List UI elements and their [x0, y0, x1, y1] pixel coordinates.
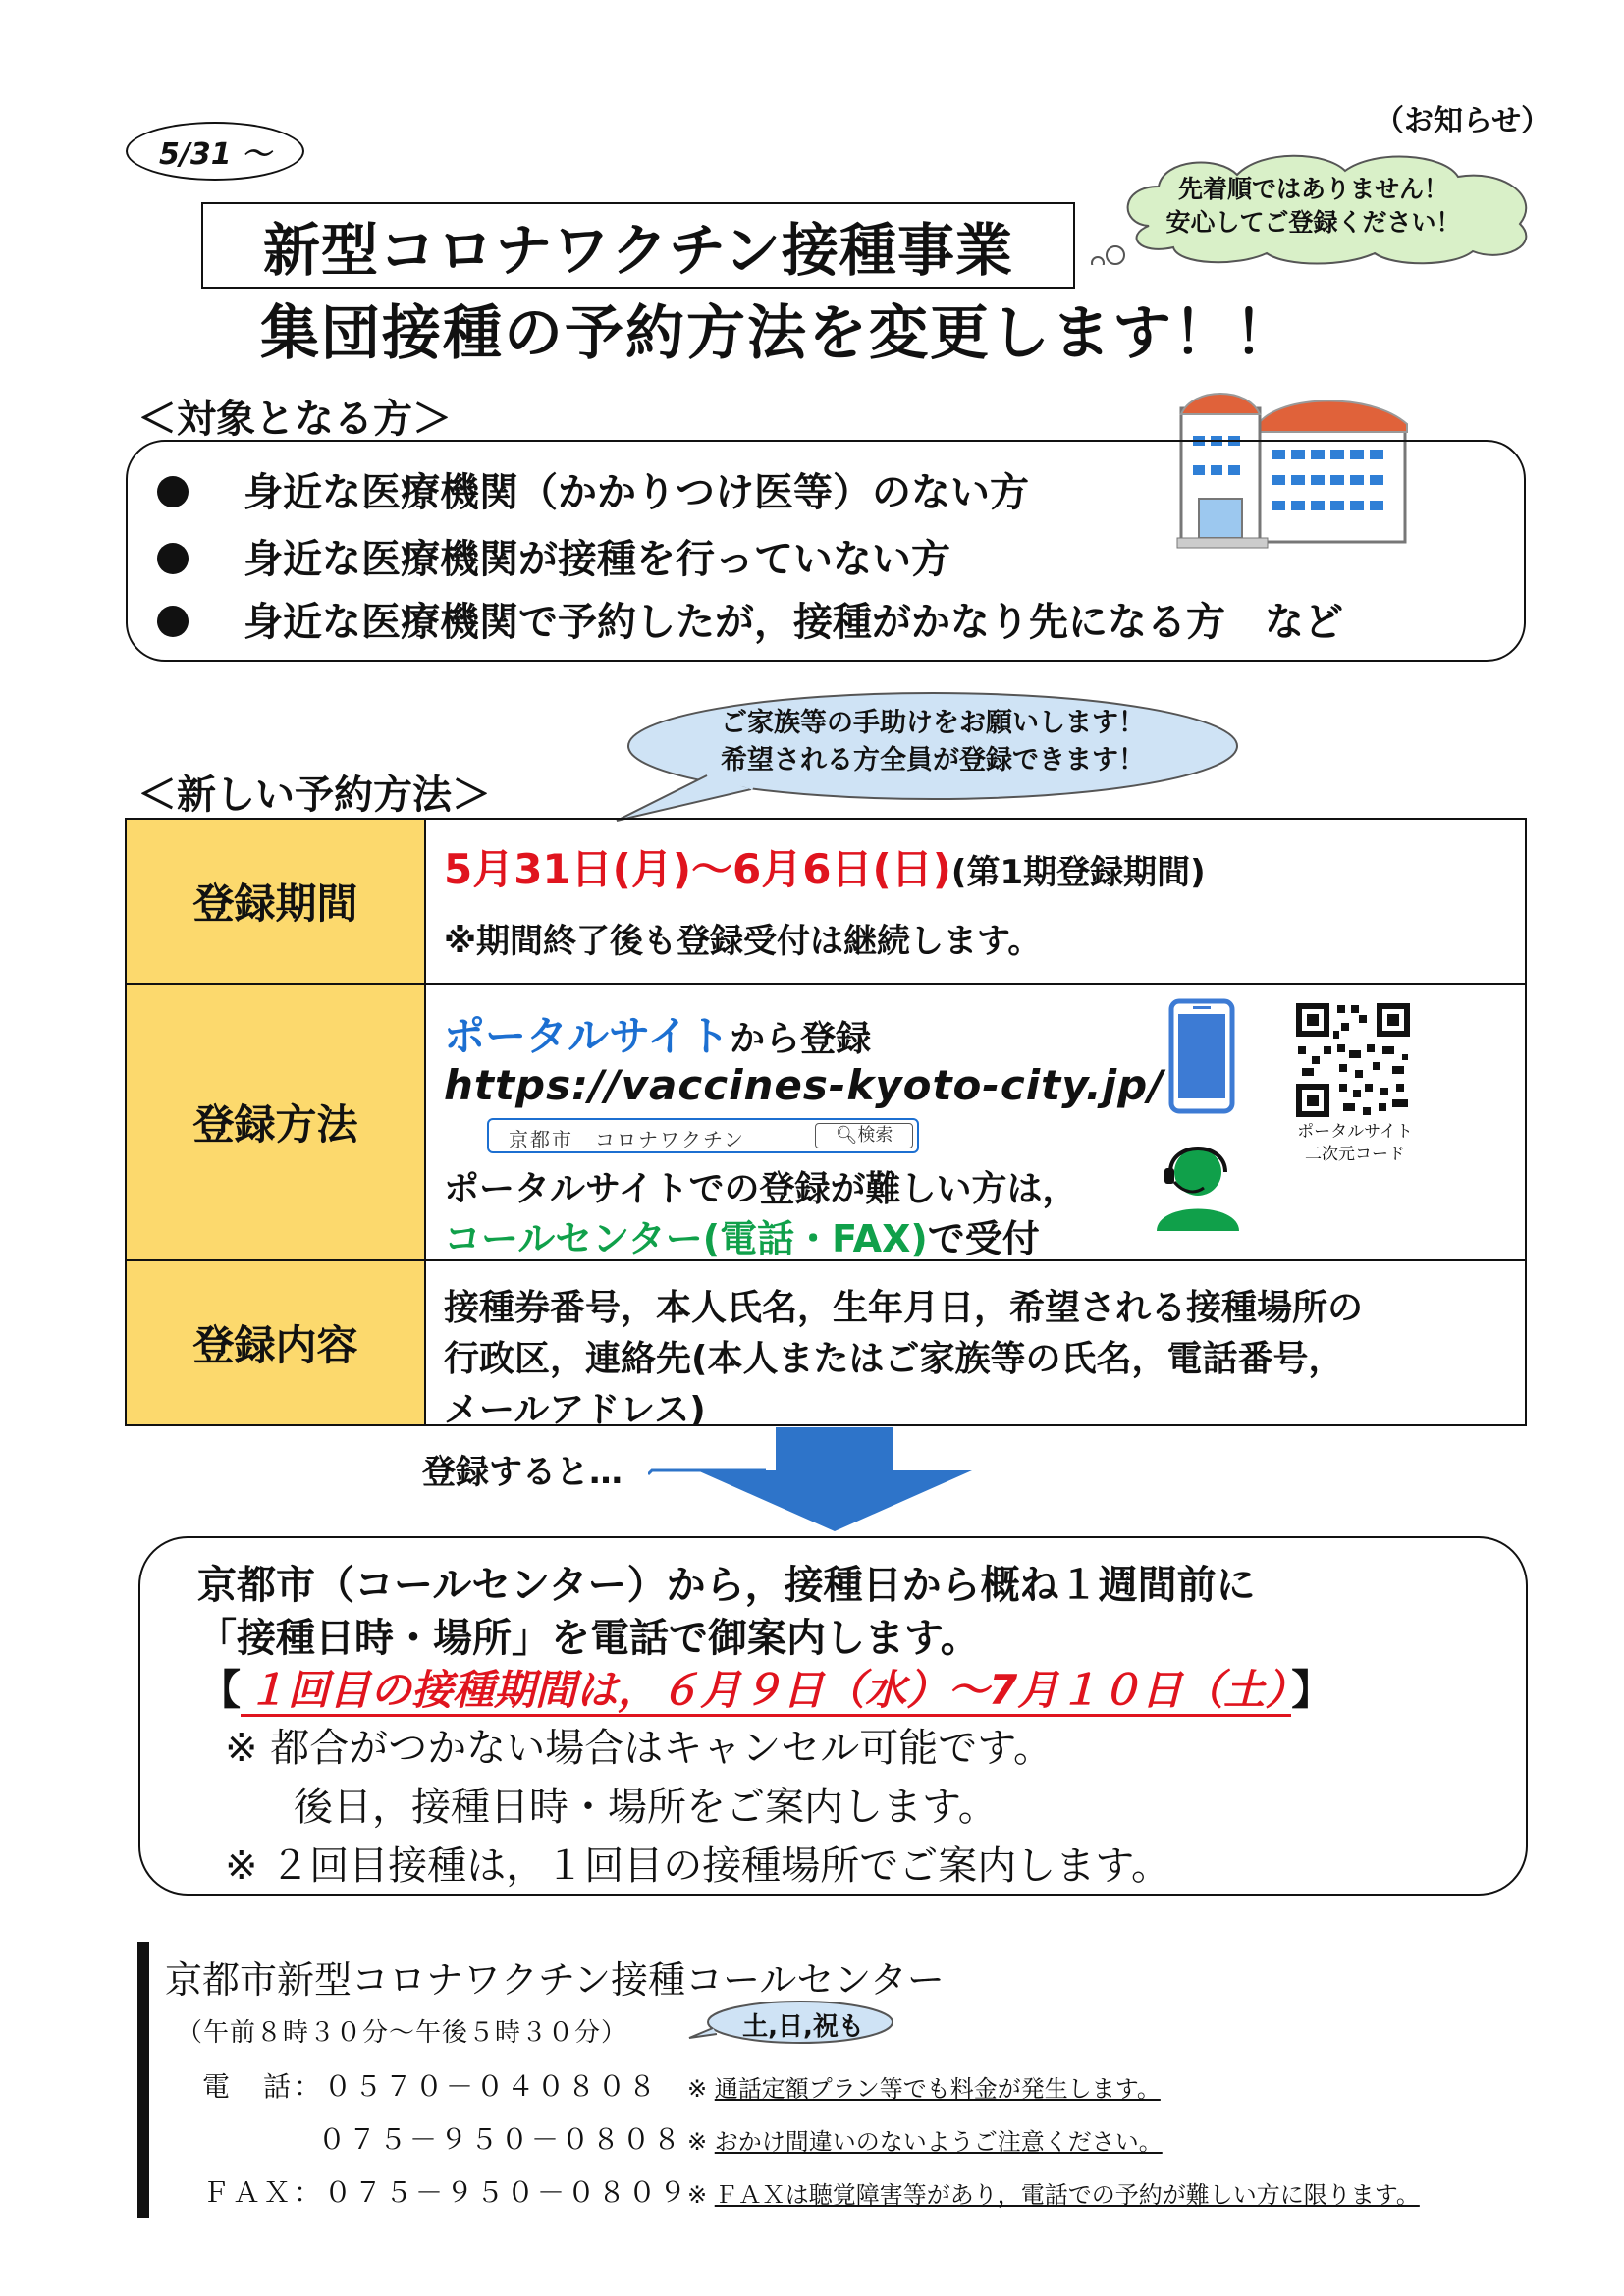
bullet-icon [157, 543, 189, 574]
first-dose-period [199, 1658, 1332, 1717]
callcenter-tail: で受付 [927, 1217, 1040, 1260]
bracket-open: 【 [199, 1666, 242, 1714]
table-row-period [127, 820, 1525, 985]
speech-line-2: 希望される方全員が登録できます！ [721, 745, 1145, 775]
qr-caption-line-1: ポータルサイト [1297, 1122, 1413, 1142]
phone-line-1 [202, 2065, 659, 2105]
phone-note-1 [687, 2069, 1161, 2104]
info-line-1: 京都市（コールセンター）から，接種日から概ね１週間前に [197, 1563, 1256, 1608]
cancel-note: ※ 都合がつかない場合はキャンセル可能です。 [225, 1726, 1054, 1771]
target-item-text: 身近な医療機関で予約したが，接種がかなり先になる方 など [244, 600, 1343, 645]
phone-note-2-text: おかけ間違いのないようご注意ください。 [714, 2128, 1163, 2156]
method-heading: ＜新しい予約方法＞ [137, 773, 491, 818]
down-arrow-icon [648, 1425, 982, 1533]
holiday-text: 土,日,祝も [742, 2012, 864, 2042]
target-heading: ＜対象となる方＞ [137, 397, 452, 442]
target-item-text: 身近な医療機関（かかりつけ医等）のない方 [244, 470, 1029, 515]
after-registration-label: 登録すると… [422, 1453, 623, 1492]
qr-caption-line-2: 二次元コード [1305, 1145, 1405, 1164]
call-center-title: 京都市新型コロナワクチン接種コールセンター [165, 1958, 945, 2002]
period-dates: 5月31日(月)～6月6日(日) [444, 845, 951, 893]
notice-label: （お知らせ） [1375, 104, 1551, 138]
search-query: 京都市 コロナワクチン [509, 1128, 745, 1151]
fax-note [687, 2175, 1420, 2210]
bullet-icon [157, 606, 189, 637]
content-cell [444, 1261, 1525, 1430]
method-label: 登録方法 [127, 985, 426, 1259]
qr-code-icon [1294, 1001, 1412, 1119]
list-item [157, 461, 1029, 517]
target-list-box [126, 440, 1526, 662]
search-button-label: 検索 [857, 1125, 893, 1146]
search-button[interactable] [815, 1123, 913, 1148]
target-item-text: 身近な医療機関が接種を行っていない方 [244, 537, 950, 582]
period-main [444, 837, 1206, 896]
table-row-content [127, 1261, 1525, 1430]
callcenter-name: コールセンター(電話・FAX) [444, 1217, 928, 1260]
note-mark: ※ [687, 2181, 708, 2209]
phone-note: ポータルサイトでの登録が難しい方は， [444, 1169, 1078, 1209]
period-cell [444, 820, 1525, 983]
holiday-badge [687, 1999, 898, 2048]
phone-line-2 [318, 2118, 683, 2158]
fax-line [202, 2171, 689, 2211]
speech-line-1: ご家族等の手助けをお願いします！ [721, 708, 1145, 738]
content-text [444, 1283, 1426, 1436]
info-line-2: 「接種日時・場所」を電話で御案内します。 [197, 1616, 980, 1661]
reassurance-cloud [1080, 147, 1546, 265]
phone-number-1[interactable]: ０５７０－０４０８０８ [324, 2070, 660, 2103]
portal-line [444, 1004, 871, 1063]
content-line-2: 行政区，連絡先(本人またはご家族等の氏名，電話番号， [444, 1339, 1344, 1379]
call-center-operator-icon [1149, 1137, 1247, 1235]
search-icon: 🔍︎ [835, 1125, 858, 1146]
cloud-line-1: 先着順ではありません！ [1177, 175, 1448, 203]
portal-site-link[interactable]: ポータルサイト [444, 1012, 731, 1060]
page-title: 新型コロナワクチン接種事業 [201, 202, 1075, 289]
first-dose-period-text: １回目の接種期間は，６月９日（水）～7月１０日（土） [241, 1666, 1291, 1717]
qr-caption [1286, 1121, 1424, 1166]
fax-label: ＦＡＸ： [202, 2176, 325, 2209]
content-line-3: メールアドレス) [444, 1390, 706, 1430]
content-label: 登録内容 [127, 1261, 426, 1424]
period-note: ※期間終了後も登録受付は継続します。 [444, 922, 1042, 961]
bullet-icon [157, 476, 189, 507]
note-mark: ※ [687, 2128, 708, 2156]
family-help-speech-bubble [540, 687, 1247, 825]
fax-number[interactable]: ０７５－９５０－０８０９ [324, 2176, 690, 2209]
call-center-hours: （午前８時３０分～午後５時３０分） [177, 2018, 628, 2048]
note-mark: ※ [687, 2075, 708, 2103]
list-item [157, 528, 950, 584]
date-badge: 5/31 ～ [126, 122, 304, 181]
phone-number-2[interactable]: ０７５－９５０－０８０８ [318, 2123, 684, 2156]
period-label: 登録期間 [127, 820, 426, 983]
page-subtitle: 集団接種の予約方法を変更します！！ [260, 299, 1295, 368]
phone-label: 電 話： [202, 2070, 325, 2103]
second-dose-note: ※ ２回目接種は，１回目の接種場所でご案内します。 [225, 1843, 1171, 1889]
notification-info-box [138, 1536, 1528, 1896]
callcenter-line [444, 1208, 1040, 1262]
search-box[interactable] [487, 1118, 919, 1153]
footer-accent-bar [137, 1942, 149, 2218]
reschedule-note: 後日，接種日時・場所をご案内します。 [294, 1785, 998, 1830]
content-line-1: 接種券番号，本人氏名，生年月日，希望される接種場所の [444, 1288, 1364, 1328]
phone-note-2 [687, 2122, 1163, 2157]
portal-tail: から登録 [730, 1019, 872, 1059]
fax-note-text: ＦＡＸは聴覚障害等があり，電話での予約が難しい方に限ります。 [714, 2181, 1420, 2209]
bracket-close: 】 [1291, 1666, 1333, 1714]
smartphone-icon [1168, 998, 1237, 1116]
phone-note-1-text: 通話定額プラン等でも料金が発生します。 [714, 2075, 1161, 2103]
portal-url-link[interactable]: https://vaccines-kyoto-city.jp/ [444, 1061, 1164, 1109]
period-suffix: (第1期登録期間) [950, 853, 1206, 892]
list-item [157, 591, 1343, 647]
cloud-line-2: 安心してご登録ください！ [1165, 208, 1461, 237]
